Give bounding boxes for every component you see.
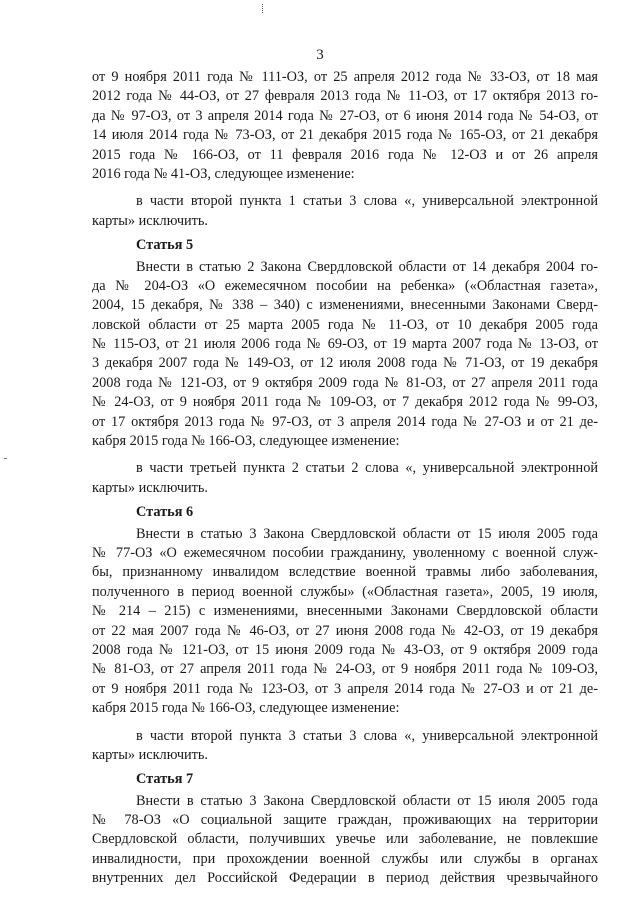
text-line: в части второй пункта 3 статьи 3 слова «, универсальной электронной bbox=[136, 727, 598, 744]
text-line: № 115-ОЗ, от 21 июля 2006 года № 69-ОЗ, от 19 марта 2007 года № 13-ОЗ, от bbox=[92, 336, 598, 353]
text-line: № 81-ОЗ, от 27 апреля 2011 года № 24-ОЗ, от 9 ноября 2011 года № 109-ОЗ, bbox=[92, 661, 598, 678]
paragraph bbox=[92, 792, 598, 889]
paragraph bbox=[92, 459, 598, 498]
text-line: 2008 года № 121-ОЗ, от 9 октября 2009 года № 81-ОЗ, от 27 апреля 2011 года bbox=[92, 374, 598, 391]
paragraph bbox=[92, 258, 598, 452]
text-line: № 214 – 215) с изменениями, внесенными Законами Свердловской области bbox=[92, 603, 598, 620]
text-line: № 77-ОЗ «О ежемесячном пособии гражданину, уволенному с военной служ- bbox=[92, 544, 598, 561]
text-line: № 24-ОЗ, от 9 ноября 2011 года № 109-ОЗ, от 7 декабря 2012 года № 99-ОЗ, bbox=[92, 394, 598, 411]
text-line: от 9 ноября 2011 года № 123-ОЗ, от 3 апреля 2014 года № 27-ОЗ и от 21 де- bbox=[92, 680, 598, 697]
text-line: от 17 октября 2013 года № 97-ОЗ, от 3 апреля 2014 года № 27-ОЗ и от 21 де- bbox=[92, 413, 598, 430]
text-line: 2008 года № 121-ОЗ, от 15 июня 2009 года № 43-ОЗ, от 9 октября 2009 года bbox=[92, 641, 598, 658]
paragraph bbox=[92, 68, 598, 184]
text-line: 2015 года № 166-ОЗ, от 11 февраля 2016 года № 12-ОЗ и от 26 апреля bbox=[92, 146, 598, 163]
scan-artifact-mark bbox=[262, 4, 265, 13]
text-line: 2012 года № 44-ОЗ, от 27 февраля 2013 года № 11-ОЗ, от 17 октября 2013 го- bbox=[92, 88, 598, 105]
text-line: бы, признанному инвалидом вследствие военной травмы либо заболевания, bbox=[92, 564, 598, 581]
paragraph-gap bbox=[92, 719, 598, 727]
text-line: ловской области от 25 марта 2005 года № 11-ОЗ, от 10 декабря 2005 года bbox=[92, 316, 598, 333]
text-line: Свердловской области, получивших увечье или заболевание, не повлекшие bbox=[92, 831, 598, 848]
text-line: Внести в статью 3 Закона Свердловской области от 15 июля 2005 года bbox=[136, 525, 598, 542]
text-line: да № 97-ОЗ, от 3 апреля 2014 года № 27-ОЗ, от 6 июня 2014 года № 54-ОЗ, от bbox=[92, 107, 598, 124]
text-line: карты» исключить. bbox=[92, 746, 209, 763]
text-line: внутренних дел Российской Федерации в период действия чрезвычайного bbox=[92, 870, 598, 887]
paragraph bbox=[92, 192, 598, 231]
text-line: № 78-ОЗ «О социальной защите граждан, проживающих на территории bbox=[92, 812, 598, 829]
text-line: полученного в период военной службы» («Областная газета», 2005, 19 июля, bbox=[92, 583, 598, 600]
text-line: да № 204-ОЗ «О ежемесячном пособии на ребенка» («Областная газета», bbox=[92, 277, 598, 294]
article-heading: Статья 7 bbox=[136, 771, 194, 788]
text-line: 2004, 15 декабря, № 338 – 340) с изменениями, внесенными Законами Сверд- bbox=[92, 297, 598, 314]
article-heading: Статья 5 bbox=[136, 237, 194, 254]
scan-artifact-margin-mark bbox=[4, 458, 7, 459]
text-line: в части третьей пункта 2 статьи 2 слова «, универсальной электронной bbox=[136, 460, 598, 477]
text-line: 14 июля 2014 года № 73-ОЗ, от 21 декабря 2015 года № 165-ОЗ, от 21 декабря bbox=[92, 127, 598, 144]
text-line: 3 декабря 2007 года № 149-ОЗ, от 12 июля 2008 года № 71-ОЗ, от 19 декабря bbox=[92, 355, 598, 372]
text-line: кабря 2015 года № 166-ОЗ, следующее изменение: bbox=[92, 433, 400, 450]
text-line: 2016 года № 41-ОЗ, следующее изменение: bbox=[92, 165, 355, 182]
text-line: Внести в статью 2 Закона Свердловской области от 14 декабря 2004 го- bbox=[136, 258, 598, 275]
article-heading: Статья 6 bbox=[136, 504, 194, 521]
page-number: 3 bbox=[316, 47, 324, 63]
paragraph-gap bbox=[92, 451, 598, 459]
paragraph bbox=[92, 525, 598, 719]
paragraph bbox=[92, 727, 598, 766]
text-line: от 22 мая 2007 года № 46-ОЗ, от 27 июня 2008 года № 42-ОЗ, от 19 декабря bbox=[92, 622, 598, 639]
text-line: карты» исключить. bbox=[92, 212, 209, 229]
text-line: в части второй пункта 1 статьи 3 слова «, универсальной электронной bbox=[136, 193, 598, 210]
document-body bbox=[92, 68, 598, 889]
text-line: от 9 ноября 2011 года № 111-ОЗ, от 25 апреля 2012 года № 33-ОЗ, от 18 мая bbox=[92, 69, 598, 85]
paragraph-gap bbox=[92, 184, 598, 192]
text-line: Внести в статью 3 Закона Свердловской области от 15 июля 2005 года bbox=[136, 792, 598, 809]
text-line: карты» исключить. bbox=[92, 479, 209, 496]
text-line: инвалидности, при прохождении военной службы или службы в органах bbox=[92, 850, 598, 867]
text-line: кабря 2015 года № 166-ОЗ, следующее изменение: bbox=[92, 700, 400, 717]
